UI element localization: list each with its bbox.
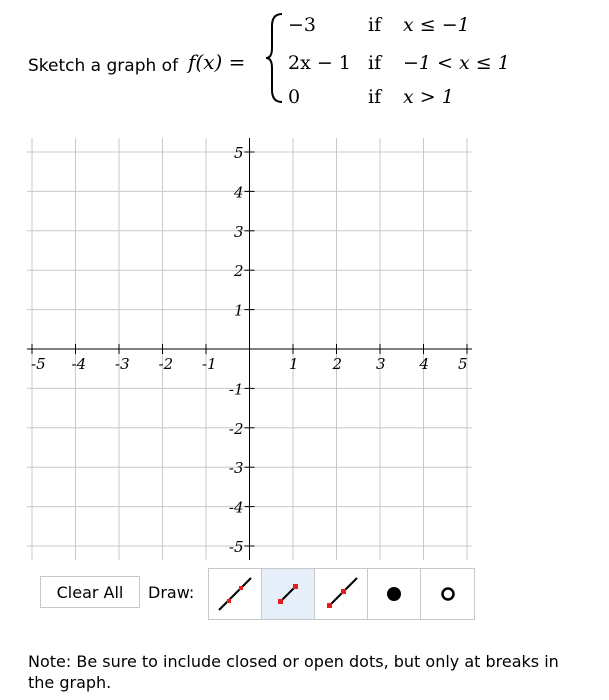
open-dot-icon	[428, 574, 468, 614]
y-axis-label: -4	[228, 498, 244, 517]
y-axis-label: 2	[233, 262, 244, 281]
y-axis-label: -3	[228, 459, 244, 478]
note-text: Note: Be sure to include closed or open dots, but only at breaks in the graph.	[28, 652, 559, 692]
case-if: if	[368, 86, 382, 108]
open-dot-tool-button[interactable]	[421, 569, 474, 619]
function-label: f(x) =	[188, 50, 246, 74]
coordinate-grid[interactable]	[27, 138, 472, 560]
case-condition: x > 1	[403, 86, 454, 108]
x-axis-label: 1	[289, 355, 299, 373]
line-tool-button[interactable]	[209, 569, 262, 619]
segment-tool-button[interactable]	[262, 569, 315, 619]
clear-all-button[interactable]: Clear All	[40, 576, 140, 608]
case-condition: −1 < x ≤ 1	[403, 52, 510, 74]
case-expression: 0	[288, 86, 301, 108]
case-if: if	[368, 52, 382, 74]
segment-tool-icon	[268, 574, 308, 614]
y-axis-label: -1	[228, 380, 244, 399]
closed-dot-tool-button[interactable]	[368, 569, 421, 619]
x-axis-label: -4	[71, 355, 87, 373]
case-if: if	[368, 14, 382, 36]
case-expression: 2x − 1	[288, 52, 351, 74]
ray-tool-icon	[321, 574, 361, 614]
x-axis-label: -1	[202, 355, 217, 373]
x-axis-label: 4	[419, 355, 430, 373]
y-axis-label: 4	[233, 183, 244, 202]
y-axis-label: 1	[233, 301, 244, 320]
y-axis-label: -2	[228, 419, 244, 438]
ray-tool-button[interactable]	[315, 569, 368, 619]
case-expression: −3	[288, 14, 317, 36]
left-brace	[264, 12, 286, 104]
y-axis-label: -5	[228, 538, 244, 556]
tool-group	[208, 568, 475, 620]
y-axis-label: 5	[233, 144, 244, 162]
x-axis-label: 2	[332, 355, 343, 373]
case-condition: x ≤ −1	[403, 14, 470, 36]
x-axis-label: 3	[376, 355, 386, 373]
x-axis-label: -2	[158, 355, 174, 373]
x-axis-label: -5	[31, 355, 46, 373]
closed-dot-icon	[374, 574, 414, 614]
y-axis-label: 3	[233, 222, 244, 241]
x-axis-label: -3	[115, 355, 130, 373]
line-tool-icon	[215, 574, 255, 614]
prompt-text: Sketch a graph of	[28, 56, 179, 76]
draw-label: Draw:	[148, 583, 195, 602]
graph-area[interactable]	[27, 138, 472, 560]
x-axis-label: 5	[458, 355, 468, 373]
